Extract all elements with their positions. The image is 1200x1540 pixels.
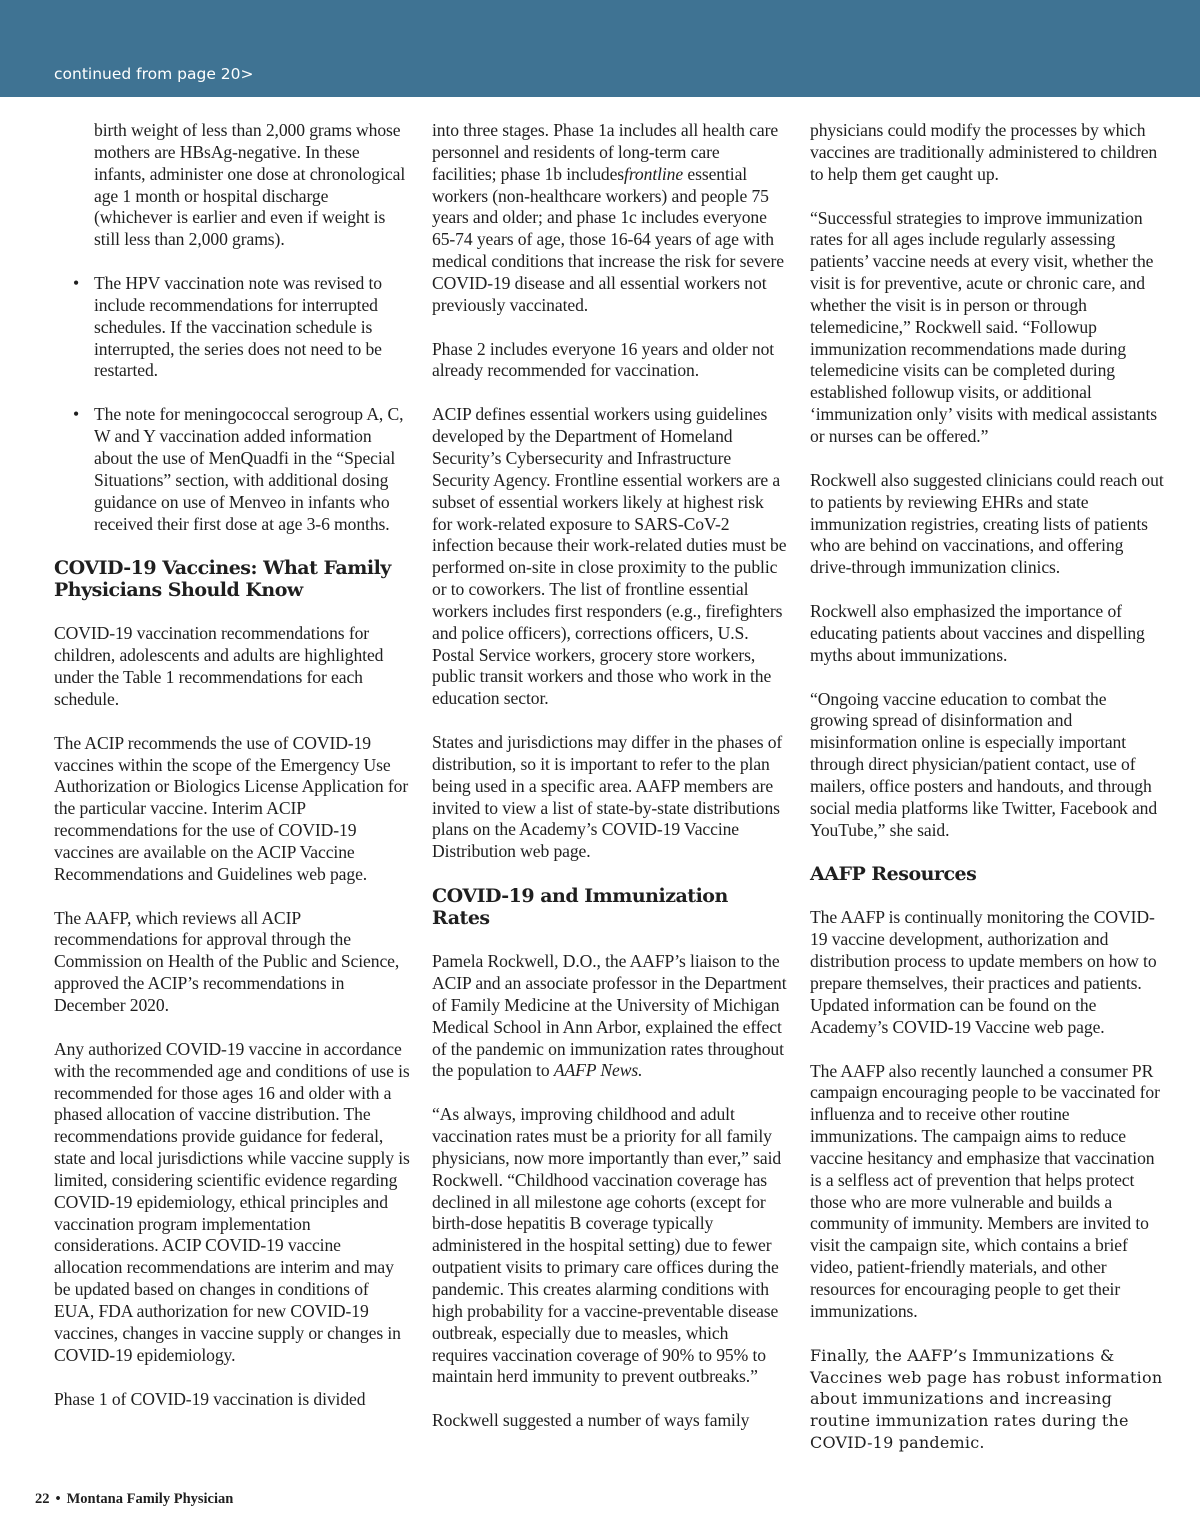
paragraph: The AAFP is continually monitoring the COVID-19 vaccine development, authorization and distribution process to update members on how to prepare themselves, their practices and patients. Updated information can be found on the Academy’s COVID-19 Vaccine web page. bbox=[810, 907, 1157, 1037]
bullet-item: • The note for meningococcal serogroup A, C, W and Y vaccination added information about the use of MenQuadfi in the “Special Situations” section, with additional dosing guidance on use of Menveo in infants who received their first dose at age 3-6 months. bbox=[94, 404, 410, 535]
paragraph: The AAFP also recently launched a consumer PR campaign encouraging people to be vaccinated for influenza and to receive other routine immunizations. The campaign aims to reduce vaccine hesitancy and emphasize that vaccination is a selfless act of prevention that helps protect those who are more vulnerable and builds a community of immunity. Members are invited to visit the campaign site, which contains a brief video, patient-friendly materials, and other resources for encouraging people to get their immunizations. bbox=[810, 1060, 1160, 1321]
paragraph: “Ongoing vaccine education to combat the growing spread of disinformation and misinformation online is especially important through direct physician/patient contact, use of mailers, office posters and handouts, and through social media platforms like Twitter, Facebook and YouTube,” she said. bbox=[810, 688, 1158, 840]
paragraph: Finally, the AAFP’s Immunizations & Vaccines web page has robust information about immunizations and increasing routine immunization rates during the COVID-19 pandemic. bbox=[810, 1345, 1163, 1453]
paragraph: Rockwell also emphasized the importance of educating patients about vaccines and dispelling myths about immunizations. bbox=[810, 601, 1145, 665]
paragraph: Rockwell also suggested clinicians could reach out to patients by reviewing EHRs and state immunization registries, creating lists of patients who are behind on vaccinations, and offering drive-through immunization clinics. bbox=[810, 469, 1164, 578]
page-footer bbox=[35, 1491, 233, 1508]
continued-from-label: continued from page 20> bbox=[54, 65, 254, 83]
paragraph: “As always, improving childhood and adult vaccination rates must be a priority for all family physicians, now more importantly than ever,” said Rockwell. “Childhood vaccination coverage has declined in all milestone age cohorts (except for birth-dose hepatitis B coverage typically administered in the hospital setting) due to fewer outpatient visits to primary care offices during the pandemic. This creates alarming conditions with high probability for a vaccine-preventable disease outbreak, especially due to measles, which requires vaccination coverage of 90% to 95% to maintain herd immunity to prevent outbreaks.” bbox=[432, 1104, 782, 1387]
paragraph: The AAFP, which reviews all ACIP recommendations for approval through the Commission on Health of the Public and Science, approved the ACIP’s recommendations in December 2020. bbox=[54, 907, 400, 1015]
page-number: 22 bbox=[35, 1491, 50, 1507]
section-heading-immunization-rates: COVID-19 and Immunization Rates bbox=[432, 885, 728, 930]
bullet-item: • The HPV vaccination note was revised to include recommendations for interrupted schedules. If the vaccination schedule is interrupted, the series does not need to be restarted. bbox=[94, 273, 410, 382]
paragraph: Rockwell suggested a number of ways family bbox=[432, 1410, 750, 1431]
paragraph: Pamela Rockwell, D.O., the AAFP’s liaison to the ACIP and an associate professor in the Department of Family Medicine at the University of Michigan Medical School in Ann Arbor, explained the effect of the pandemic on immunization rates throughout the population to AAFP News. bbox=[432, 951, 787, 1081]
italic-text: AAFP News. bbox=[553, 1060, 643, 1081]
publication-name: Montana Family Physician bbox=[66, 1491, 234, 1507]
column-2 bbox=[432, 120, 788, 1454]
paragraph: States and jurisdictions may differ in the phases of distribution, so it is important to refer to the plan being used in a specific area. AAFP members are invited to view a list of state-by-state distributions plans on the Academy’s COVID-19 Vaccine Distribution web page. bbox=[432, 732, 783, 862]
paragraph: “Successful strategies to improve immunization rates for all ages include regularly assessing patients’ vaccine needs at every visit, whether the visit is for preventive, acute or chronic care, and whether the visit is in person or through telemedicine,” Rockwell said. “Followup immunization recommendations made during telemedicine visits can be completed during established followup visits, or additional ‘immunization only’ visits with medical assistants or nurses can be offered.” bbox=[810, 207, 1157, 446]
paragraph: physicians could modify the processes by which vaccines are traditionally administered to children to help them get caught up. bbox=[810, 120, 1158, 184]
paragraph: Phase 2 includes everyone 16 years and older not already recommended for vaccination. bbox=[432, 338, 775, 381]
paragraph: Phase 1 of COVID-19 vaccination is divided bbox=[54, 1388, 366, 1409]
paragraph: birth weight of less than 2,000 grams whose mothers are HBsAg-negative. In these infants, administer one dose at chronological age 1 month or hospital discharge (whichever is earlier and even if weight is still less than 2,000 grams). bbox=[94, 120, 406, 250]
bullet-list bbox=[54, 273, 410, 535]
column-1 bbox=[54, 120, 410, 1432]
paragraph: into three stages. Phase 1a includes all health care personnel and residents of long-term care facilities; phase 1b includesfrontline essential workers (non-healthcare workers) and people 75 years and older; and phase 1c includes everyone 65-74 years of age, those 16-64 years of age with medical conditions that increase the risk for severe COVID-19 disease and all essential workers not previously vaccinated. bbox=[432, 120, 784, 315]
header-banner bbox=[0, 0, 1200, 97]
italic-text: frontline bbox=[624, 163, 684, 184]
separator: • bbox=[55, 1491, 61, 1507]
paragraph: Any authorized COVID-19 vaccine in accordance with the recommended age and conditions of use is recommended for those ages 16 and older with a phased allocation of vaccine distribution. The recommendations provide guidance for federal, state and local jurisdictions while vaccine supply is limited, considering scientific evidence regarding COVID-19 epidemiology, ethical principles and vaccination program implementation considerations. ACIP COVID-19 vaccine allocation recommendations are interim and may be updated based on changes in conditions of EUA, FDA authorization for new COVID-19 vaccines, changes in vaccine supply or changes in COVID-19 epidemiology. bbox=[54, 1038, 410, 1365]
section-heading-aafp-resources: AAFP Resources bbox=[810, 863, 977, 886]
paragraph: ACIP defines essential workers using guidelines developed by the Department of Homeland Security’s Cybersecurity and Infrastructure Security Agency. Frontline essential workers are a subset of essential workers likely at highest risk for work-related exposure to SARS-CoV-2 infection because their work-related duties must be performed on-site in close proximity to the public or to coworkers. The list of frontline essential workers includes first responders (e.g., firefighters and police officers), corrections officers, U.S. Postal Service workers, grocery store workers, public transit workers and those who work in the education sector. bbox=[432, 404, 787, 709]
column-3 bbox=[810, 120, 1168, 1476]
paragraph: COVID-19 vaccination recommendations for children, adolescents and adults are highlighted under the Table 1 recommendations for each schedule. bbox=[54, 623, 384, 709]
paragraph: The ACIP recommends the use of COVID-19 vaccines within the scope of the Emergency Use Authorization or Biologics License Application for the particular vaccine. Interim ACIP recommendations for the use of COVID-19 vaccines are available on the ACIP Vaccine Recommendations and Guidelines web page. bbox=[54, 732, 409, 884]
section-heading-covid-vaccines: COVID-19 Vaccines: What Family Physicians Should Know bbox=[54, 557, 391, 602]
